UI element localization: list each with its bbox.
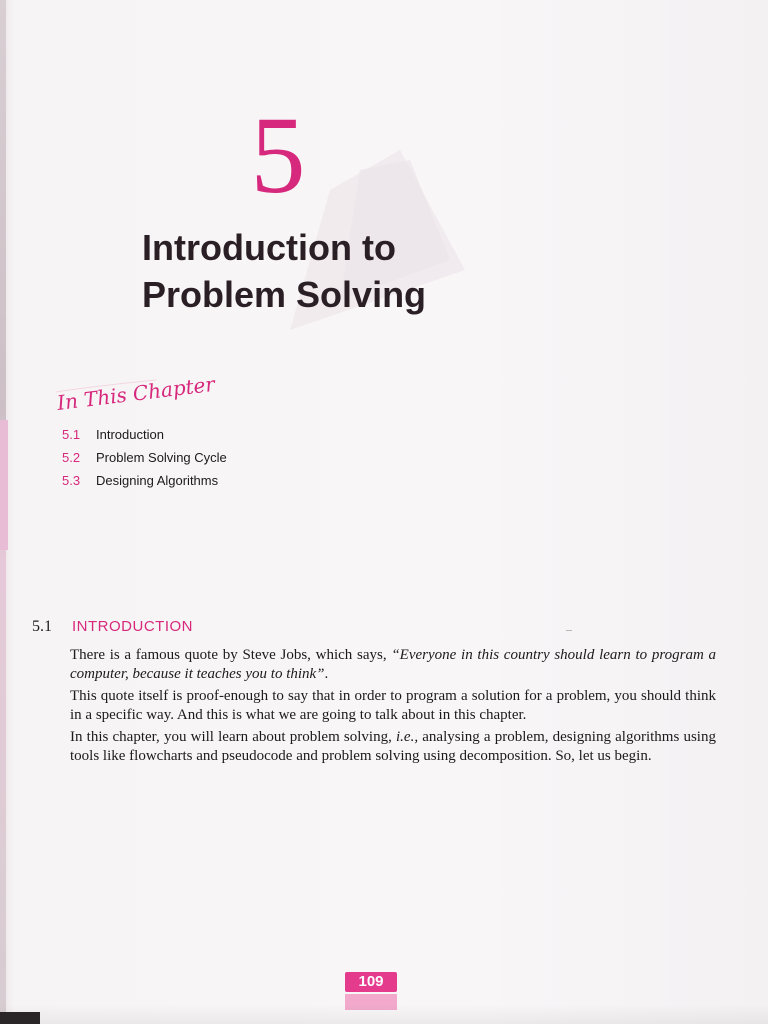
in-this-chapter-heading (56, 370, 256, 420)
in-this-chapter-text: In This Chapter (56, 371, 217, 415)
list-item (62, 472, 227, 495)
section-title: INTRODUCTION (72, 618, 193, 635)
steve-jobs-quote: “Everyone in this country should learn to program a computer, because it teaches you to think” (70, 647, 717, 682)
paragraph-text: There is a famous quote by Steve Jobs, which says, (70, 647, 392, 663)
paragraph-text: . (324, 666, 329, 682)
paragraph-2: This quote itself is proof-enough to say that in order to program a solution for a problem, you should think in a specific way. And this is what we are going to talk about in this chapter. (70, 688, 716, 723)
page-edge-tab (0, 420, 8, 550)
list-item (62, 426, 227, 449)
toc-item-label: Problem Solving Cycle (96, 450, 227, 465)
chapter-title-line-2: Problem Solving (142, 274, 427, 315)
chapter-title (142, 224, 582, 318)
ie-abbrev: i.e., (396, 729, 419, 745)
paragraph-3 (70, 728, 716, 766)
section-number: 5.1 (32, 618, 52, 635)
toc-item-label: Designing Algorithms (96, 473, 219, 488)
section-body (70, 646, 716, 769)
toc-item-number: 5.3 (62, 473, 81, 488)
bottom-shadow (0, 1004, 768, 1024)
section-heading (32, 618, 712, 636)
paragraph-1 (70, 646, 716, 684)
paragraph-text: analysing a problem, designing algorithms using tools like flowcharts and pseudocode and problem solving using decomposition. So, let us begin. (70, 729, 716, 764)
page-number: 109 (345, 972, 397, 992)
chapter-contents-list (62, 426, 227, 495)
toc-item-number: 5.1 (62, 427, 81, 442)
chapter-title-line-1: Introduction to (142, 227, 396, 268)
list-item (62, 449, 227, 472)
paragraph-text: In this chapter, you will learn about problem solving, (70, 729, 397, 745)
toc-item-number: 5.2 (62, 450, 81, 465)
stray-mark (566, 630, 572, 631)
chapter-number: 5 (250, 94, 306, 216)
page-corner-shadow (0, 1012, 40, 1024)
toc-item-label: Introduction (96, 427, 164, 442)
